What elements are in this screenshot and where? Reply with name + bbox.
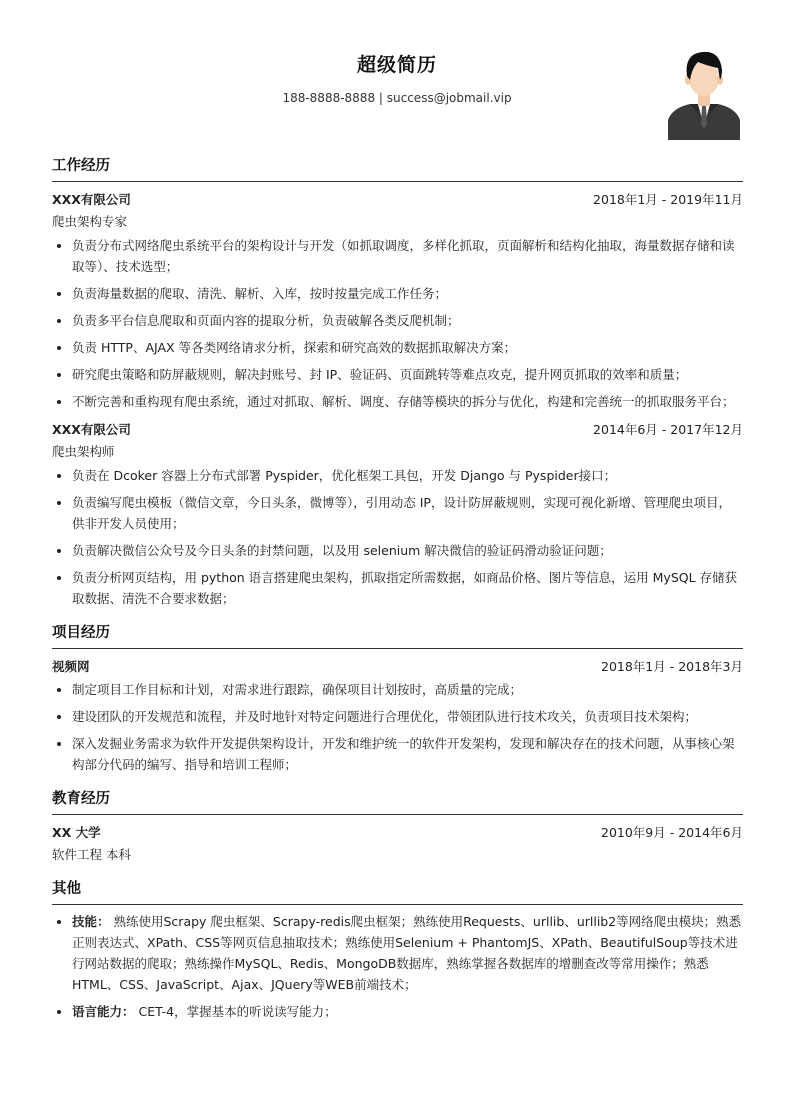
skills-text: 熟练使用Scrapy 爬虫框架、Scrapy-redis爬虫框架；熟练使用Requests、urllib、urllib2等网络爬虫模块；熟悉正则表达式、XPath、CSS等网页信息抽取技术；熟练使用Selenium + PhantomJS、XPath、BeautifulSoup等技术进行网站数据的爬取；熟练操作MySQL、Redis、MongoDB数据库，熟练掌握各数据库的增删查改等常用操作；熟悉HTML、CSS、JavaScript、Ajax、JQuery等WEB前端技术；	[72, 914, 742, 992]
list-item: • 负责 HTTP、AJAX 等各类网络请求分析，探索和研究高效的数据抓取解决方案；	[72, 337, 743, 358]
job-title: 爬虫架构师	[52, 444, 115, 459]
list-item: • 负责分析网页结构，用 python 语言搭建爬虫架构，抓取指定所需数据，如商品价格、图片等信息，运用 MySQL 存储获取数据、清洗不合要求数据；	[72, 567, 743, 609]
list-item: • 负责多平台信息爬取和页面内容的提取分析，负责破解各类反爬机制；	[72, 310, 743, 331]
list-item: • 制定项目工作目标和计划，对需求进行跟踪，确保项目计划按时，高质量的完成；	[72, 679, 743, 700]
language-label: 语言能力：	[72, 1004, 135, 1019]
project-entry	[52, 655, 743, 775]
section-title-education: 教育经历	[52, 783, 743, 815]
responsibility-list	[52, 679, 743, 775]
project-experience-section	[52, 617, 743, 775]
list-item: • 负责编写爬虫模板（微信文章，今日头条，微博等），引用动态 IP，设计防屏蔽规则，实现可视化新增、管理爬虫项目，供非开发人员使用；	[72, 492, 743, 534]
date-range: 2018年1月 - 2018年3月	[601, 659, 743, 674]
list-item: • 负责在 Dcoker 容器上分布式部署 Pyspider，优化框架工具包，开发 Django 与 Pyspider接口；	[72, 465, 743, 486]
responsibility-list	[52, 465, 743, 609]
candidate-name: 超级简历	[356, 54, 437, 76]
date-range: 2014年6月 - 2017年12月	[593, 422, 743, 437]
list-item: • 负责分布式网络爬虫系统平台的架构设计与开发（如抓取调度，多样化抓取，页面解析和结构化抽取，海量数据存储和读取等）、技术选型；	[72, 235, 743, 277]
list-item: • 深入发掘业务需求为软件开发提供架构设计，开发和维护统一的软件开发架构，发现和解决存在的技术问题，从事核心架构部分代码的编写、指导和培训工程师；	[72, 733, 743, 775]
list-item: • 负责解决微信公众号及今日头条的封禁问题，以及用 selenium 解决微信的验证码滑动验证问题；	[72, 540, 743, 561]
work-entry	[52, 188, 743, 412]
list-item	[72, 911, 743, 995]
work-experience-section	[52, 150, 743, 609]
major-degree: 软件工程 本科	[52, 847, 131, 862]
section-title-projects: 项目经历	[52, 617, 743, 649]
project-name: 视频网	[52, 659, 90, 674]
language-text: CET-4，掌握基本的听说读写能力；	[138, 1004, 337, 1019]
contact-info: 188-8888-8888 | success@jobmail.vip	[282, 91, 512, 105]
list-item: • 负责海量数据的爬取、清洗、解析、入库，按时按量完成工作任务；	[72, 283, 743, 304]
list-item	[72, 1001, 743, 1022]
company-name: XXX有限公司	[52, 192, 131, 207]
date-range: 2010年9月 - 2014年6月	[601, 825, 743, 840]
work-entry	[52, 418, 743, 609]
date-range: 2018年1月 - 2019年11月	[593, 192, 743, 207]
school-name: XX 大学	[52, 825, 101, 840]
section-title-other: 其他	[52, 873, 743, 905]
skills-label: 技能：	[72, 914, 110, 929]
list-item: • 研究爬虫策略和防屏蔽规则，解决封账号、封 IP、验证码、页面跳转等难点攻克，提升网页抓取的效率和质量；	[72, 364, 743, 385]
company-name: XXX有限公司	[52, 422, 131, 437]
list-item: • 不断完善和重构现有爬虫系统，通过对抓取、解析、调度、存储等模块的拆分与优化，构建和完善统一的抓取服务平台；	[72, 391, 743, 412]
section-title-work: 工作经历	[52, 150, 743, 182]
other-list	[52, 911, 743, 1022]
job-title: 爬虫架构专家	[52, 214, 128, 229]
list-item: • 建设团队的开发规范和流程，并及时地针对特定问题进行合理优化，带领团队进行技术攻关，负责项目技术架构；	[72, 706, 743, 727]
other-section	[52, 873, 743, 1022]
responsibility-list	[52, 235, 743, 412]
avatar	[668, 46, 740, 140]
education-section	[52, 783, 743, 865]
